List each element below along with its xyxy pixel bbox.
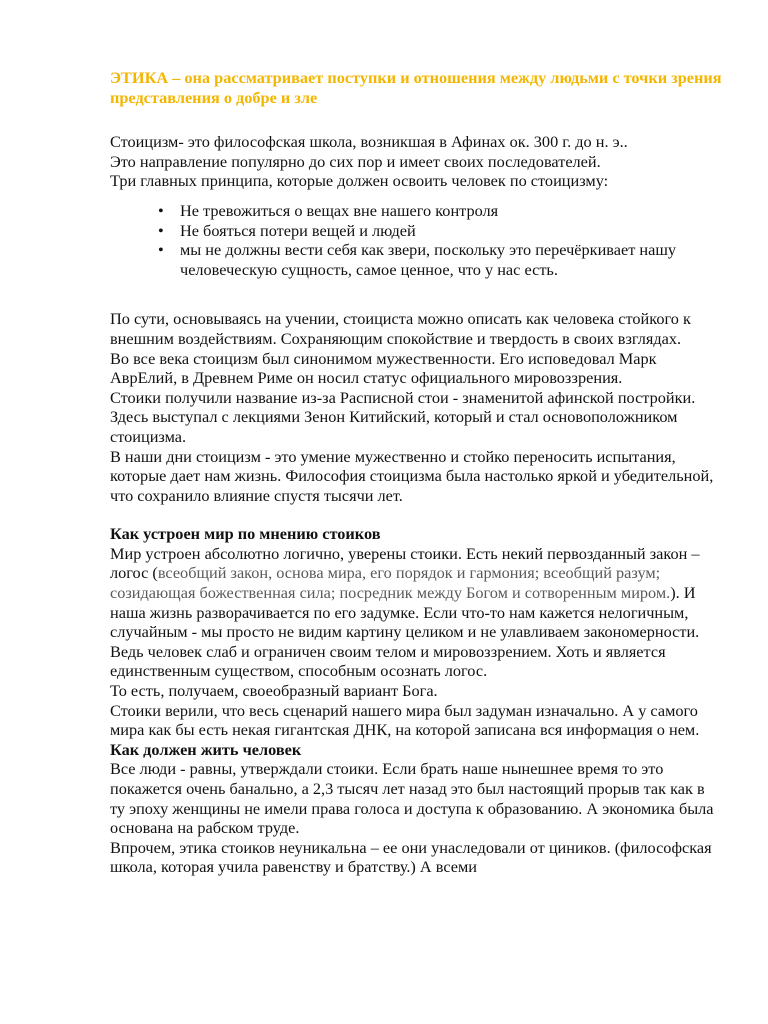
body-paragraph: Стоики получили название из-за Расписной стои - знаменитой афинской постройки. Здесь выступал с лекциями Зенон Китийский, который и стал основоположником стоицизма. [110,387,696,446]
principle-item: • Не бояться потери вещей и людей [110,221,722,241]
stoicism-intro [110,132,722,191]
section-title-world: Как устроен мир по мнению стоиков [110,524,381,544]
ethics-heading: ЭТИКА – она рассматривает поступки и отношения между людьми с точки зрения представления о добре и зле [110,68,722,107]
intro-line: Три главных принципа, которые должен освоить человек по стоицизму: [110,171,609,191]
section-title-living: Как должен жить человек [110,739,302,759]
body-paragraph: В наши дни стоицизм - это умение мужественно и стойко переносить испытания, которые дает нам жизнь. Философия стоицизма была настолько яркой и убедительной, что сохранило влияние спустя тысячи лет. [110,446,714,505]
logos-text-start: Мир устроен абсолютно логично, уверены стоики. Есть некий первозданный закон – логос ( [110,543,700,583]
logos-paragraph [110,544,722,681]
body-paragraph: Стоики верили, что весь сценарий нашего мира был задуман изначально. А у самого мира как бы есть некая гигантская ДНК, на которой записана вся информация о нем. [110,700,700,740]
body-paragraph: Во все века стоицизм был синонимом мужественности. Его исповедовал Марк АврЕлий, в Древнем Риме он носил статус официального мировоззрения. [110,348,657,388]
principle-item: • Не тревожиться о вещах вне нашего контроля [110,201,722,221]
body-paragraph: По сути, основываясь на учении, стоициста можно описать как человека стойкого к внешним воздействиям. Сохраняющим спокойствие и твердость в своих взглядах. [110,309,691,348]
principle-item: • мы не должны вести себя как звери, поскольку это перечёркивает нашу человеческую сущность, самое ценное, что у нас есть. [110,240,722,279]
principles-list [110,201,722,279]
body-paragraph: Впрочем, этика стоиков неуникальна – ее они унаследовали от циников. (философская школа, которая учила равенству и братству.) А всеми [110,837,712,877]
intro-line: Стоицизм- это философская школа, возникшая в Афинах ок. 300 г. до н. э.. [110,132,628,152]
body-paragraph: То есть, получаем, своеобразный вариант Бога. [110,681,438,701]
logos-text-end: ). И наша жизнь разворачивается по его задумке. Если что-то нам кажется нелогичным, случайным - мы просто не видим картину целиком и не улавливаем закономерности. Ведь человек слаб и ограничен своим телом и мировоззрением. Хоть и является единственным существом, способным осознать логос. [110,583,700,681]
intro-line: Это направление популярно до сих пор и имеет своих последователей. [110,151,601,171]
logos-definition: всеобщий закон, основа мира, его порядок и гармония; всеобщий разум; созидающая божественная сила; посредник между Богом и сотворенным миром. [110,563,671,603]
document-body [110,68,722,877]
body-paragraph: Все люди - равны, утверждали стоики. Если брать наше нынешнее время то это покажется очень банально, а 2,3 тысяч лет назад это был настоящий прорыв так как в ту эпоху женщины не имели права голоса и доступа к образованию. А экономика была основана на рабском труде. [110,759,714,838]
